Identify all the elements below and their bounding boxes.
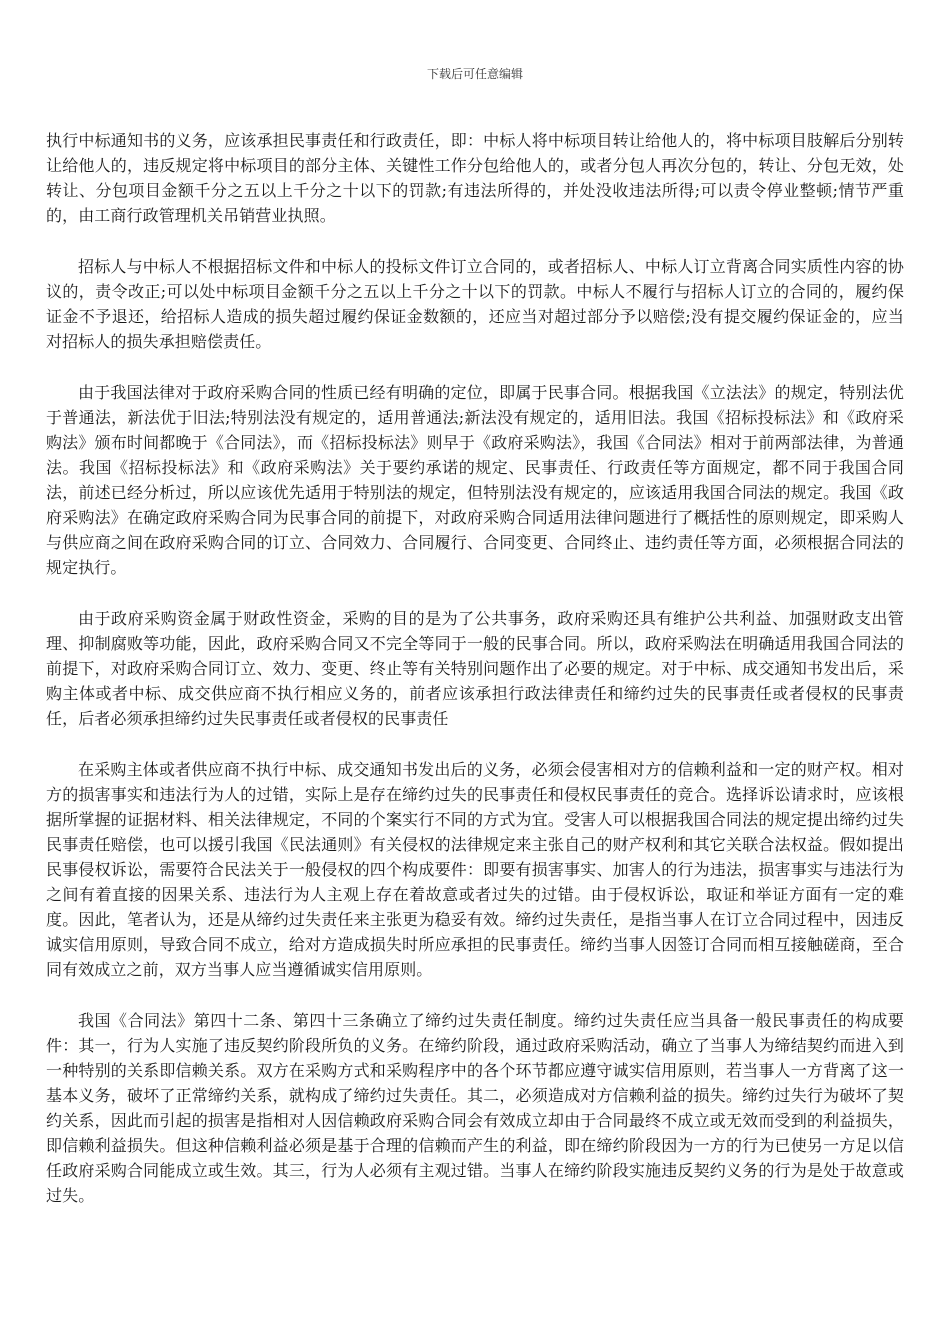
paragraph-1: 执行中标通知书的义务，应该承担民事责任和行政责任，即：中标人将中标项目转让给他人的，将中标项目肢解后分别转让给他人的，违反规定将中标项目的部分主体、关键性工作分包给他人的，或者分包人再次分包的，转让、分包无效，处转让、分包项目金额千分之五以上千分之十以下的罚款;有违法所得的，并处没收违法所得;可以责令停业整顿;情节严重的，由工商行政管理机关吊销营业执照。 <box>46 131 904 225</box>
document-body <box>46 128 904 1234</box>
paragraph-6: 我国《合同法》第四十二条、第四十三条确立了缔约过失责任制度。缔约过失责任应当具备一般民事责任的构成要件：其一，行为人实施了违反契约阶段所负的义务。在缔约阶段，通过政府采购活动，确立了当事人为缔结契约而进入到一种特别的关系即信赖关系。双方在采购方式和采购程序中的各个环节都应遵守诚实信用原则，若当事人一方背离了这一基本义务，破坏了正常缔约关系，就构成了缔约过失责任。其二，必须造成对方信赖利益的损失。缔约过失行为破坏了契约关系，因此而引起的损害是指相对人因信赖政府采购合同会有效成立却由于合同最终不成立或无效而受到的利益损失，即信赖利益损失。但这种信赖利益必须是基于合理的信赖而产生的利益，即在缔约阶段因为一方的行为已使另一方足以信任政府采购合同能成立或生效。其三，行为人必须有主观过错。当事人在缔约阶段实施违反契约义务的行为是处于故意或过失。 <box>46 1011 904 1205</box>
paragraph-4: 由于政府采购资金属于财政性资金，采购的目的是为了公共事务，政府采购还具有维护公共利益、加强财政支出管理、抑制腐败等功能，因此，政府采购合同又不完全等同于一般的民事合同。所以，政府采购法在明确适用我国合同法的前提下，对政府采购合同订立、效力、变更、终止等有关特别问题作出了必要的规定。对于中标、成交通知书发出后，采购主体或者中标、成交供应商不执行相应义务的，前者应该承担行政法律责任和缔约过失的民事责任或者侵权的民事责任，后者必须承担缔约过失民事责任或者侵权的民事责任 <box>46 609 904 728</box>
page-header: 下载后可任意编辑 <box>426 67 523 81</box>
paragraph-3: 由于我国法律对于政府采购合同的性质已经有明确的定位，即属于民事合同。根据我国《立法法》的规定，特别法优于普通法，新法优于旧法;特别法没有规定的，适用普通法;新法没有规定的，适用旧法。我国《招标投标法》和《政府采购法》颁布时间都晚于《合同法》，而《招标投标法》则早于《政府采购法》，我国《合同法》相对于前两部法律，为普通法。我国《招标投标法》和《政府采购法》关于要约承诺的规定、民事责任、行政责任等方面规定，都不同于我国合同法，前述已经分析过，所以应该优先适用于特别法的规定，但特别法没有规定的，应该适用我国合同法的规定。我国《政府采购法》在确定政府采购合同为民事合同的前提下，对政府采购合同适用法律问题进行了概括性的原则规定，即采购人与供应商之间在政府采购合同的订立、合同效力、合同履行、合同变更、合同终止、违约责任等方面，必须根据合同法的规定执行。 <box>46 383 904 577</box>
paragraph-2: 招标人与中标人不根据招标文件和中标人的投标文件订立合同的，或者招标人、中标人订立背离合同实质性内容的协议的，责令改正;可以处中标项目金额千分之五以上千分之十以下的罚款。中标人不履行与招标人订立的合同的，履约保证金不予退还，给招标人造成的损失超过履约保证金数额的，还应当对超过部分予以赔偿;没有提交履约保证金的，应当对招标人的损失承担赔偿责任。 <box>46 257 904 351</box>
paragraph-5: 在采购主体或者供应商不执行中标、成交通知书发出后的义务，必须会侵害相对方的信赖利益和一定的财产权。相对方的损害事实和违法行为人的过错，实际上是存在缔约过失的民事责任和侵权民事责任的竞合。选择诉讼请求时，应该根据所掌握的证据材料、相关法律规定，不同的个案实行不同的方式为宜。受害人可以根据我国合同法的规定提出缔约过失民事责任赔偿，也可以援引我国《民法通则》有关侵权的法律规定来主张自己的财产权利和其它关联合法权益。假如提出民事侵权诉讼，需要符合民法关于一般侵权的四个构成要件：即要有损害事实、加害人的行为违法，损害事实与违法行为之间有着直接的因果关系、违法行为人主观上存在着故意或者过失的过错。由于侵权诉讼，取证和举证方面有一定的难度。因此，笔者认为，还是从缔约过失责任来主张更为稳妥有效。缔约过失责任，是指当事人在订立合同过程中，因违反诚实信用原则，导致合同不成立，给对方造成损失时所应承担的民事责任。缔约当事人因签订合同而相互接触磋商，至合同有效成立之前，双方当事人应当遵循诚实信用原则。 <box>46 760 904 979</box>
